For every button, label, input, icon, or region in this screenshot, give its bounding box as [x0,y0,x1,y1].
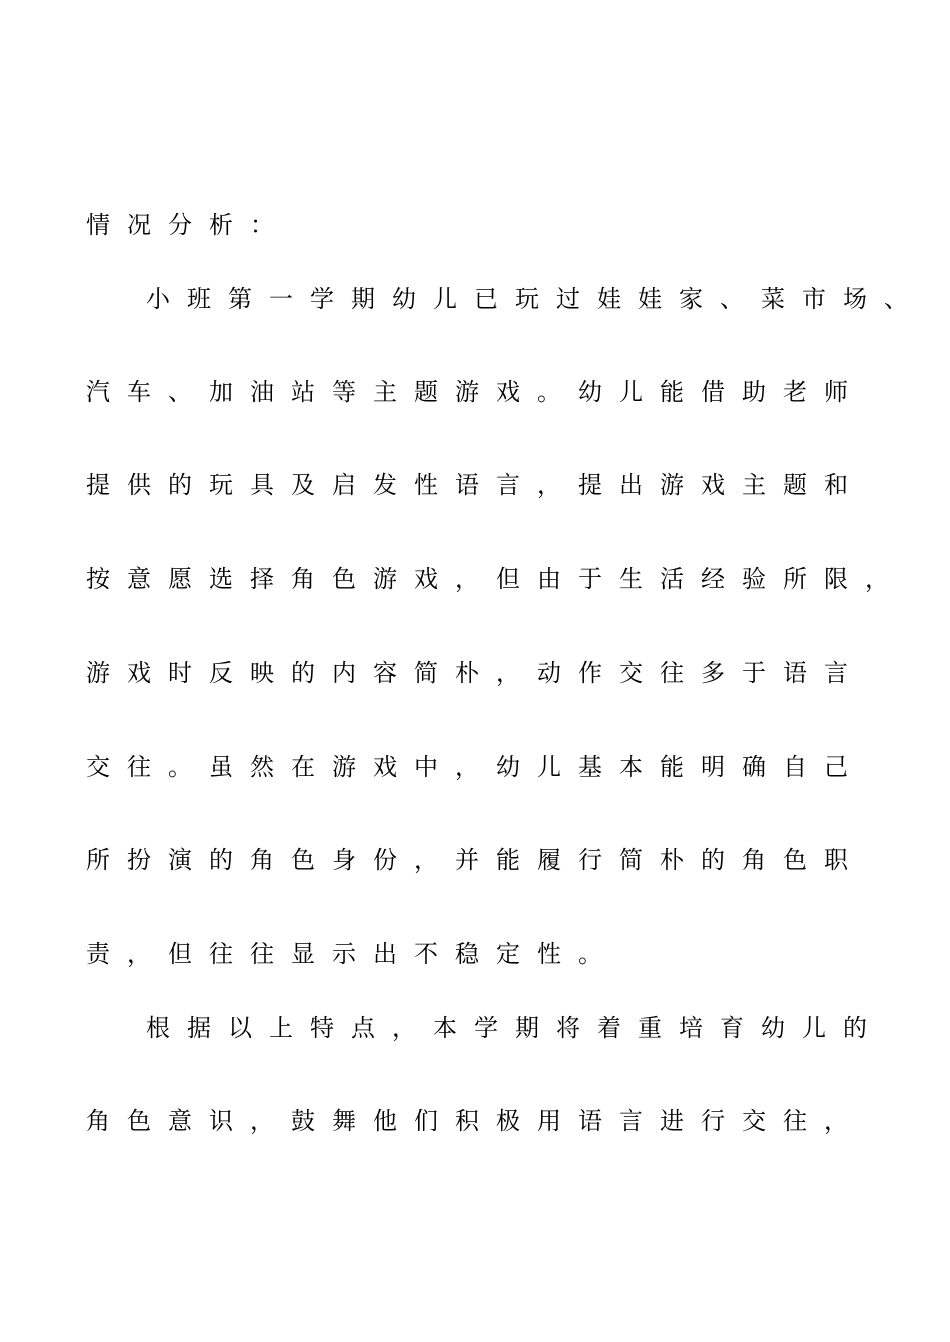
document-title [0,124,950,168]
paragraph-line: 根据以上特点，本学期将着重培育幼儿的 [146,1014,884,1042]
paragraph-line: 所扮演的角色身份，并能履行简朴的角色职 [86,846,865,874]
paragraph-line: 按意愿选择角色游戏，但由于生活经验所限， [86,565,906,593]
paragraph-line: 交往。虽然在游戏中，幼儿基本能明确自己 [86,753,865,781]
paragraph-line: 汽车、加油站等主题游戏。幼儿能借助老师 [86,378,865,406]
paragraph-line: 角色意识，鼓舞他们积极用语言进行交往， [86,1107,865,1135]
paragraph-line: 游戏时反映的内容简朴，动作交往多于语言 [86,659,865,687]
paragraph-line: 责，但往往显示出不稳定性。 [86,940,619,968]
paragraph-line: 提供的玩具及启发性语言，提出游戏主题和 [86,471,865,499]
paragraph-line: 小班第一学期幼儿已玩过娃娃家、菜市场、 [146,285,925,313]
section-heading: 情况分析： [86,211,291,239]
